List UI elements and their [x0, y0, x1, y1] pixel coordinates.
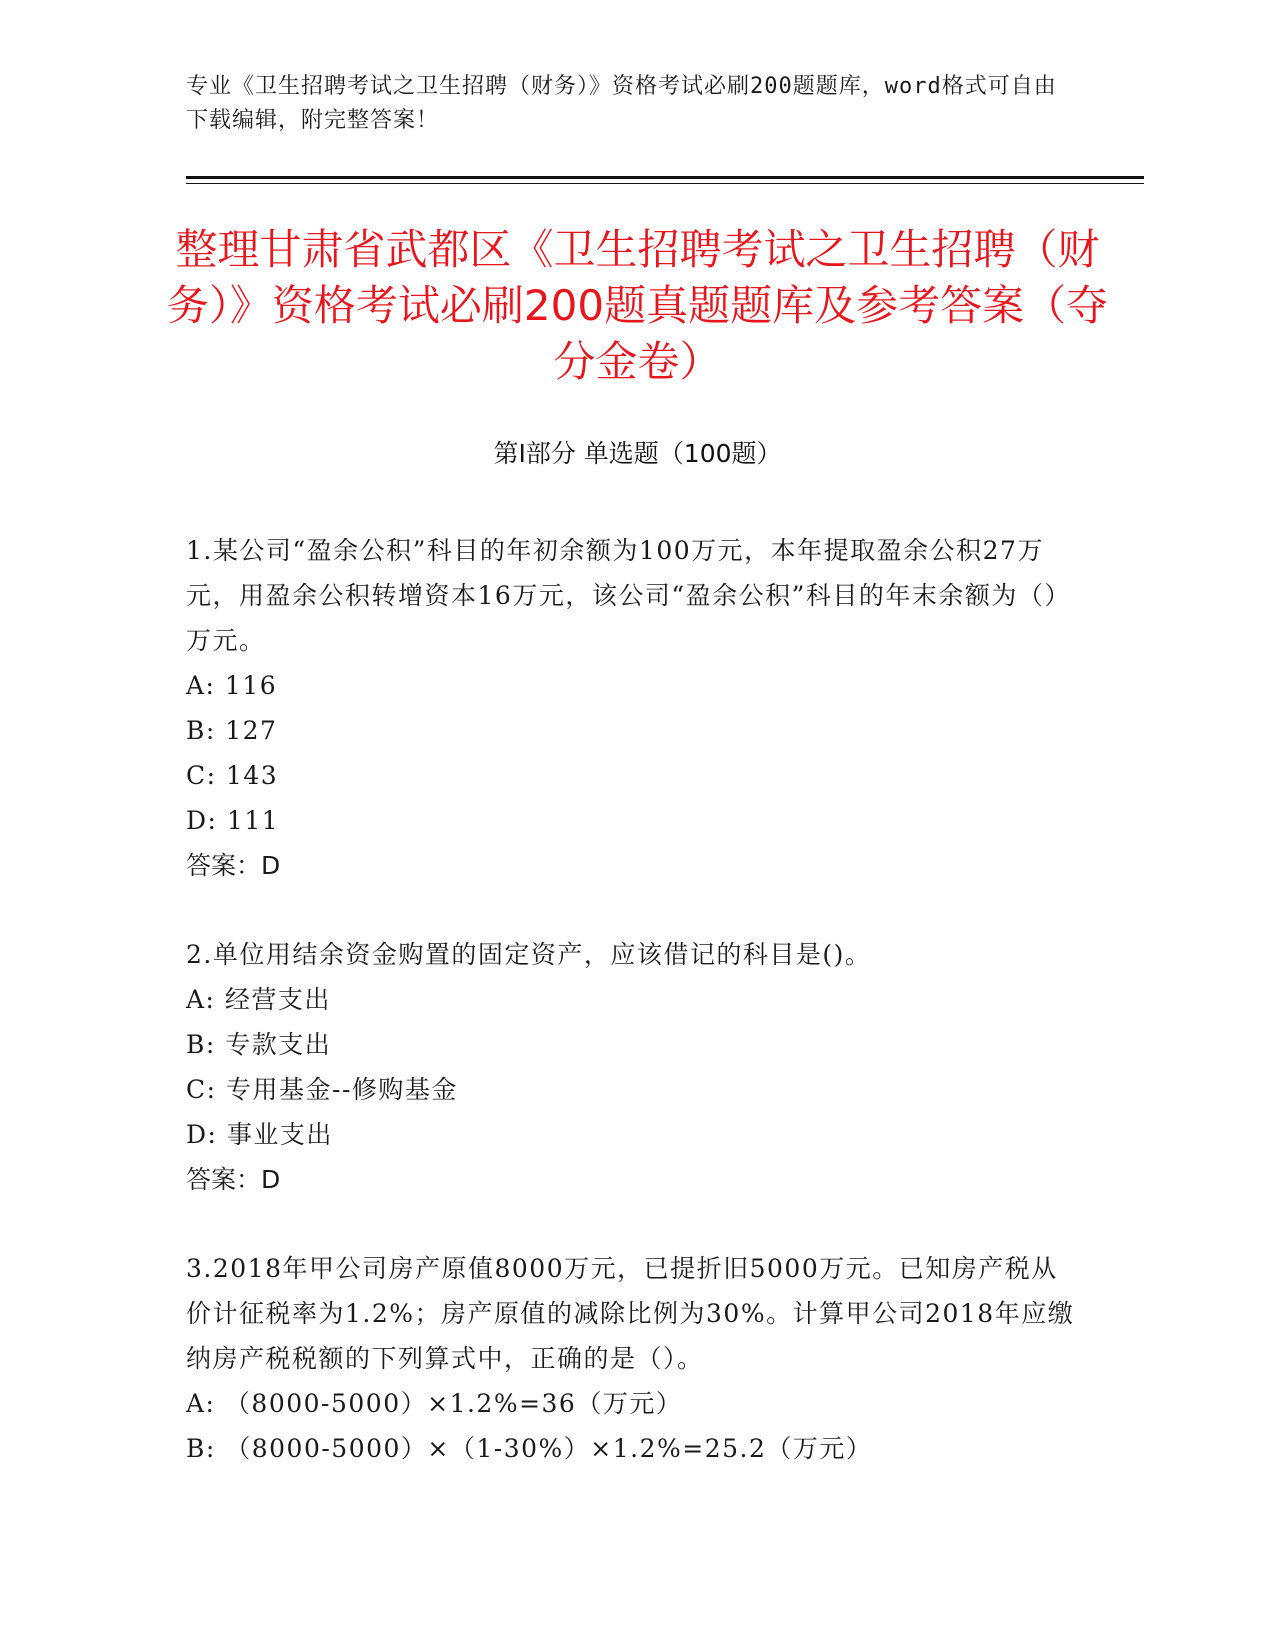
option-a: A: 116: [186, 671, 278, 700]
option-b: B: 127: [186, 716, 278, 745]
question-list: [186, 528, 1076, 1515]
option-b: B: （8000-5000）×（1-30%）×1.2%=25.2（万元）: [186, 1434, 873, 1463]
question-stem: 1.某公司“盈余公积”科目的年初余额为100万元，本年提取盈余公积27万元，用盈余公积转增资本16万元，该公司“盈余公积”科目的年末余额为（）万元。: [186, 536, 1071, 655]
option-c: C: 143: [186, 761, 279, 790]
answer: 答案：D: [186, 1165, 281, 1194]
option-d: D: 事业支出: [186, 1120, 333, 1149]
section-title: 第Ⅰ部分 单选题（100题）: [493, 439, 782, 468]
header-note: 专业《卫生招聘考试之卫生招聘（财务）》资格考试必刷200题题库，word格式可自由下载编辑，附完整答案！: [186, 74, 1057, 133]
option-a: A: （8000-5000）×1.2%=36（万元）: [186, 1389, 683, 1418]
question-2: [186, 932, 1076, 1202]
option-a: A: 经营支出: [186, 985, 331, 1014]
question-3: [186, 1246, 1076, 1471]
header-divider-thin: [186, 183, 1144, 184]
document-title: 整理甘肃省武都区《卫生招聘考试之卫生招聘（财务）》资格考试必刷200题真题题库及参考答案（夺分金卷）: [166, 225, 1109, 386]
answer: 答案：D: [186, 851, 281, 880]
option-b: B: 专款支出: [186, 1030, 332, 1059]
option-d: D: 111: [186, 806, 280, 835]
option-c: C: 专用基金--修购基金: [186, 1075, 458, 1104]
question-1: [186, 528, 1076, 888]
question-stem: 2.单位用结余资金购置的固定资产，应该借记的科目是()。: [186, 940, 872, 969]
question-stem: 3.2018年甲公司房产原值8000万元，已提折旧5000万元。已知房产税从价计征税率为1.2%；房产原值的减除比例为30%。计算甲公司2018年应缴纳房产税税额的下列算式中，正确的是（）。: [186, 1254, 1075, 1373]
header-divider-thick: [186, 176, 1144, 179]
